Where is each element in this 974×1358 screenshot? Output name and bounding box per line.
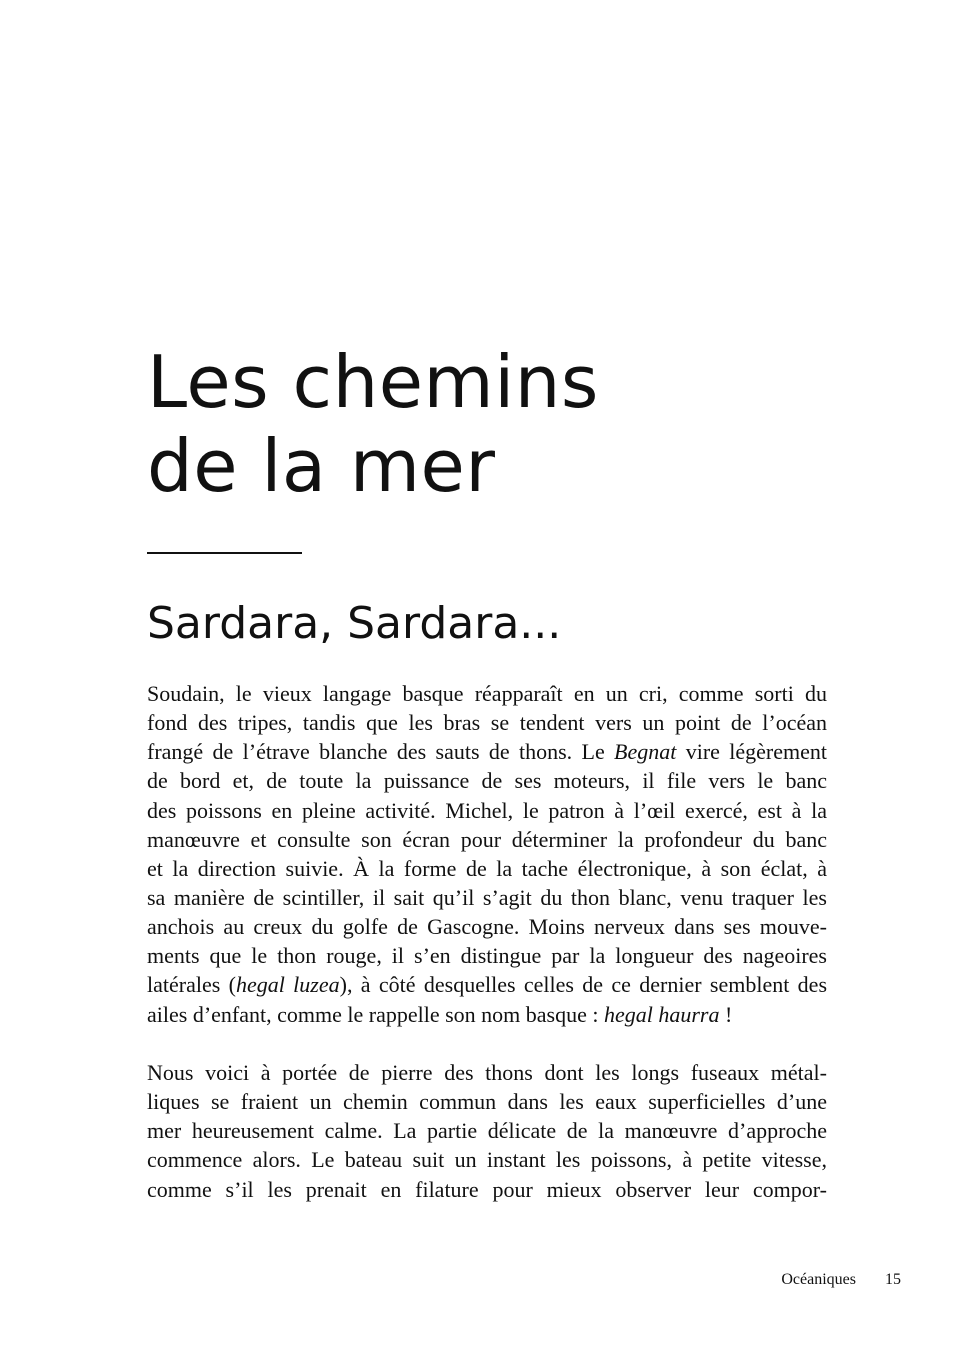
paragraph-line: mer heureusement calme. La partie délicate de la manœuvre d’approche — [147, 1118, 827, 1144]
paragraph-2 — [147, 1058, 827, 1204]
paragraph-line: Soudain, le vieux langage basque réapparaît en un cri, comme sorti du — [147, 681, 827, 706]
chapter-title-line-1: Les chemins — [147, 340, 599, 424]
paragraph-line: sa manière de scintiller, il sait qu’il s’agit du thon blanc, venu traquer les — [147, 884, 827, 910]
chapter-title-line-2: de la mer — [147, 424, 496, 508]
paragraph-line: fond des tripes, tandis que les bras se tendent vers un point de l’océan — [147, 710, 827, 736]
paragraph-line: ments que le thon rouge, il s’en distingue par la longueur des nageoires — [147, 943, 827, 969]
paragraph-line: commence alors. Le bateau suit un instant les poissons, à petite vitesse, — [147, 1147, 827, 1173]
text-run: vire légèrement — [676, 739, 827, 765]
paragraph-line — [147, 1000, 827, 1029]
basque-term: hegal luzea — [235, 972, 340, 998]
paragraph-line: anchois au creux du golfe de Gascogne. Moins nerveux dans ses mouve- — [147, 914, 827, 940]
text-run: latérales ( — [147, 972, 236, 998]
paragraph-line — [147, 970, 827, 999]
title-divider — [147, 552, 302, 554]
paragraph-line: Nous voici à portée de pierre des thons dont les longs fuseaux métal- — [147, 1060, 827, 1085]
section-title: Sardara, Sardara... — [147, 598, 562, 649]
paragraph-line: manœuvre et consulte son écran pour déterminer la profondeur du banc — [147, 826, 827, 852]
page-number: 15 — [885, 1271, 901, 1288]
paragraph-line: des poissons en pleine activité. Michel, le patron à l’œil exercé, est à la — [147, 797, 827, 823]
text-run: frangé de l’étrave blanche des sauts de thons. Le — [147, 739, 615, 765]
chapter-title — [147, 340, 599, 508]
boat-name: Begnat — [614, 739, 677, 765]
paragraph-line: comme s’il les prenait en filature pour mieux observer leur compor- — [147, 1176, 827, 1202]
running-footer-title: Océaniques — [781, 1271, 856, 1288]
text-run: ! — [719, 1001, 733, 1027]
paragraph-line — [147, 737, 827, 766]
paragraph-1 — [147, 679, 827, 1029]
paragraph-line: et la direction suivie. À la forme de la tache électronique, à son éclat, à — [147, 855, 827, 881]
text-run: ailes d’enfant, comme le rappelle son nom basque : — [147, 1001, 604, 1027]
basque-term: hegal haurra — [603, 1001, 720, 1027]
paragraph-line: liques se fraient un chemin commun dans les eaux superficielles d’une — [147, 1089, 827, 1115]
paragraph-line: de bord et, de toute la puissance de ses moteurs, il file vers le banc — [147, 768, 827, 794]
text-run: ), à côté desquelles celles de ce dernier semblent des — [339, 972, 828, 998]
